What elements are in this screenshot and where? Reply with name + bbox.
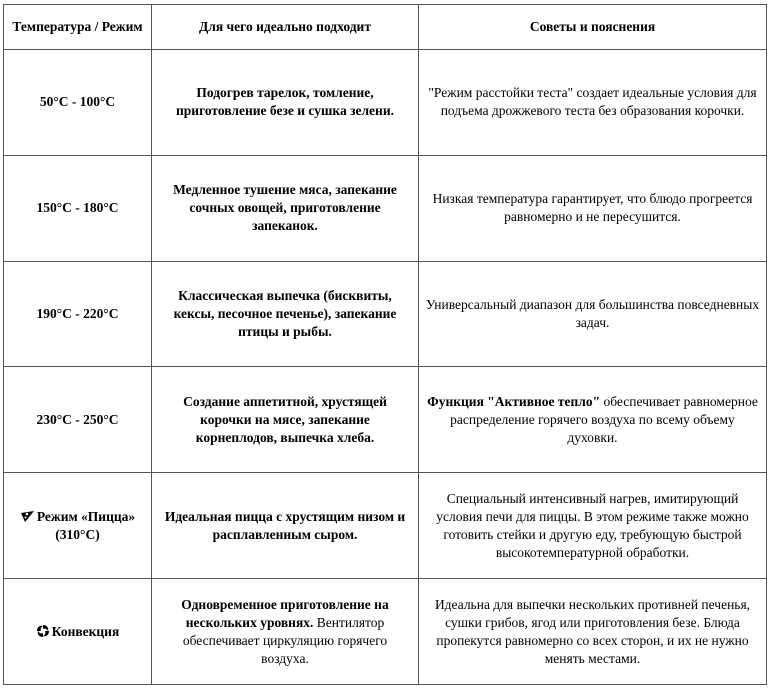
tips-cell — [419, 367, 767, 473]
tips-plain-text: Специальный интенсивный нагрев, имитирующий условия печи для пиццы. В этом режиме также можно готовить стейки и другую еду, требующую быстрой высокотемпературной обработки. — [436, 490, 749, 560]
temperature-cell — [4, 473, 152, 579]
ideal-use-cell — [152, 579, 419, 685]
tips-plain-text: Низкая температура гарантирует, что блюдо прогреется равномерно и не пересушится. — [432, 191, 753, 225]
temperature-cell: 190°C - 220°C — [4, 261, 152, 367]
table-row — [4, 155, 767, 261]
ideal-use-cell — [152, 261, 419, 367]
tips-cell — [419, 473, 767, 579]
header-ideal-use: Для чего идеально подходит — [152, 5, 419, 50]
table-row — [4, 50, 767, 156]
oven-modes-table — [3, 4, 767, 685]
tips-plain-text: обеспечивает равномерное распределение горячего воздуха по всему объему духовки. — [450, 393, 758, 445]
pizza-mode-label: Режим «Пицца» (310°C) — [36, 508, 136, 542]
temperature-cell: 230°C - 250°C — [4, 367, 152, 473]
temperature-cell: 150°C - 180°C — [4, 155, 152, 261]
table-row — [4, 367, 767, 473]
tips-cell — [419, 155, 767, 261]
tips-plain-text: Идеальна для выпечки нескольких противней печенья, сушки грибов, ягод или приготовления безе. Блюда пропекутся равномерно со всех сторон, и их не нужно менять местами. — [434, 596, 751, 666]
tips-plain-text: "Режим расстойки теста" создает идеальные условия для подъема дрожжевого теста без образования корочки. — [428, 85, 757, 119]
ideal-use-cell — [152, 367, 419, 473]
table-header-row — [4, 5, 767, 50]
ideal-use-bold-text: Создание аппетитной, хрустящей корочки на мясе, запекание корнеплодов, выпечка хлеба. — [183, 393, 387, 445]
table-row — [4, 473, 767, 579]
ideal-use-bold-text: Идеальная пицца с хрустящим низом и расплавленным сыром. — [164, 508, 406, 542]
temperature-cell: 50°C - 100°C — [4, 50, 152, 156]
ideal-use-bold-text: Медленное тушение мяса, запекание сочных овощей, приготовление запеканок. — [173, 182, 397, 234]
ideal-use-cell — [152, 155, 419, 261]
tips-cell — [419, 50, 767, 156]
ideal-use-cell — [152, 50, 419, 156]
ideal-use-bold-text: Классическая выпечка (бисквиты, кексы, песочное печенье), запекание птицы и рыбы. — [173, 288, 397, 340]
ideal-use-cell — [152, 473, 419, 579]
header-tips: Советы и пояснения — [419, 5, 767, 50]
convection-fan-icon — [36, 624, 50, 638]
convection-mode-label: Конвекция — [51, 623, 120, 639]
ideal-use-bold-text: Одновременное приготовление на нескольких уровнях. — [181, 596, 389, 630]
header-temperature-mode: Температура / Режим — [4, 5, 152, 50]
table-row — [4, 579, 767, 685]
tips-plain-text: Универсальный диапазон для большинства повседневных задач. — [425, 297, 760, 331]
tips-cell — [419, 579, 767, 685]
pizza-icon — [20, 510, 35, 523]
table-row — [4, 261, 767, 367]
tips-cell — [419, 261, 767, 367]
temperature-cell — [4, 579, 152, 685]
ideal-use-bold-text: Подогрев тарелок, томление, приготовление безе и сушка зелени. — [176, 85, 394, 119]
ideal-use-plain-text: Вентилятор обеспечивает циркуляцию горячего воздуха. — [182, 614, 388, 666]
tips-bold-text: Функция "Активное тепло" — [427, 393, 601, 409]
